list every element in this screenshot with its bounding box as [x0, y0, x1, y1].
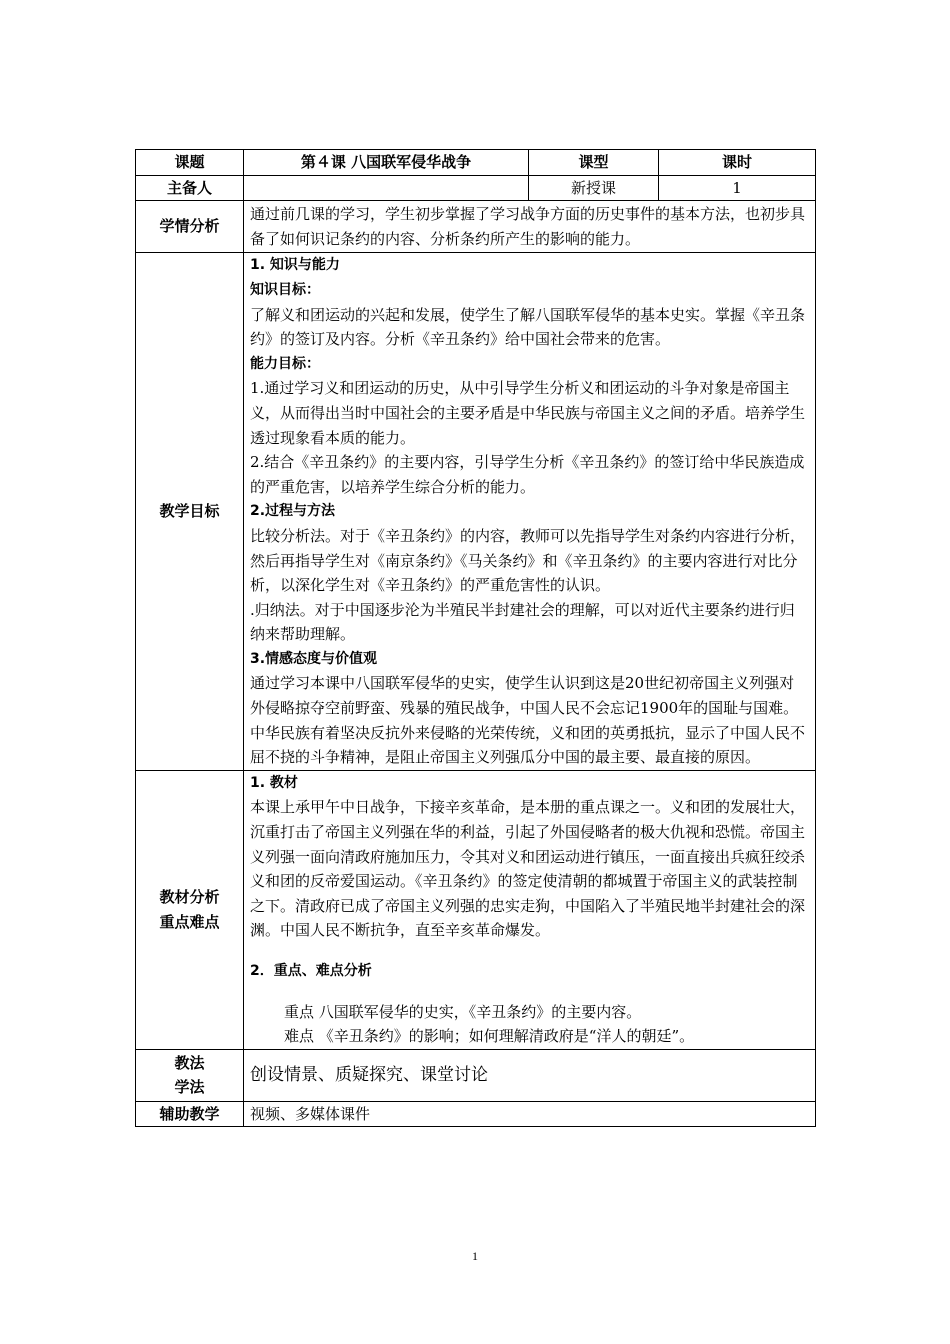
student-analysis-row: [136, 201, 816, 253]
student-analysis-text: 通过前几课的学习，学生初步掌握了学习战争方面的历史事件的基本方法，也初步具备了如何识记条约的内容、分析条约所产生的影响的能力。: [250, 205, 806, 248]
material-section-1-title: 1. 教材: [250, 774, 298, 791]
difficult-point: 难点 《辛丑条约》的影响；如何理解清政府是“洋人的朝廷”。: [284, 1027, 695, 1046]
knowledge-goals-title: 知识目标：: [250, 281, 320, 298]
knowledge-goals-text: 了解义和团运动的兴起和发展，使学生了解八国联军侵华的基本史实。掌握《辛丑条约》的签订及内容。分析《辛丑条约》给中国社会带来的危害。: [250, 305, 806, 349]
preparer-row: [136, 175, 816, 201]
value-goal-2: 中华民族有着坚决反抗外来侵略的光荣传统，义和团的英勇抵抗，显示了中国人民不屈不挠的斗争精神，是阻止帝国主义列强瓜分中国的最主要、最直接的原因。: [250, 723, 806, 767]
material-analysis-label: [136, 770, 244, 1049]
goals-section-3-title: 3.情感态度与价值观: [250, 650, 378, 667]
methods-label-line-1: 教法: [174, 1053, 205, 1072]
teaching-goals-row: [136, 253, 816, 770]
teaching-goals-label: 教学目标: [136, 253, 244, 770]
material-label-line-2: 重点难点: [159, 912, 220, 931]
aids-text: 视频、多媒体课件: [250, 1104, 371, 1123]
methods-row: [136, 1049, 816, 1101]
material-text: 本课上承甲午中日战争，下接辛亥革命，是本册的重点课之一。义和团的发展壮大，沉重打击了帝国主义列强在华的利益，引起了外国侵略者的极大仇视和恐慌。帝国主义列强一面向清政府施加压力，令其对义和团运动进行镇压，一面直接出兵疯狂绞杀义和团的反帝爱国运动。《辛丑条约》的签定使清朝的都城置于帝国主义的武装控制之下。清政府已成了帝国主义列强的忠实走狗，中国陷入了半殖民地半封建社会的深渊。中国人民不断抗争，直至辛亥革命爆发。: [250, 798, 806, 940]
ability-goal-1: 1.通过学习义和团运动的历史，从中引导学生分析义和团运动的斗争对象是帝国主义，从而得出当时中国社会的主要矛盾是中华民族与帝国主义之间的矛盾。培养学生透过现象看本质的能力。: [250, 379, 806, 447]
header-row: [136, 150, 816, 176]
lesson-type-value: 新授课: [529, 175, 659, 201]
type-label: 课型: [529, 150, 659, 176]
material-analysis-row: [136, 770, 816, 1049]
value-goal-1: 通过学习本课中八国联军侵华的史实，使学生认识到这是20世纪初帝国主义列强对外侵略掠夺空前野蛮、残暴的殖民战争，中国人民不会忘记1900年的国耻与国难。: [250, 674, 799, 718]
topic-value: 第４课 八国联军侵华战争: [244, 150, 529, 176]
ability-goals-title: 能力目标：: [250, 355, 320, 372]
preparer-name: [244, 175, 529, 201]
student-analysis-label: 学情分析: [136, 201, 244, 253]
topic-label: 课题: [136, 150, 244, 176]
lesson-plan-table: [135, 149, 816, 1127]
ability-goal-2: 2.结合《辛丑条约》的主要内容，引导学生分析《辛丑条约》的签订给中华民族造成的严重危害，以培养学生综合分析的能力。: [250, 453, 805, 496]
methods-label-line-2: 学法: [174, 1078, 205, 1097]
goals-section-1-title: 1. 知识与能力: [250, 257, 340, 274]
hours-label: 课时: [659, 150, 816, 176]
material-label-line-1: 教材分析: [159, 888, 220, 907]
aids-label: 辅助教学: [136, 1101, 244, 1127]
preparer-label: 主备人: [136, 175, 244, 201]
methods-text: 创设情景、质疑探究、课堂讨论: [250, 1065, 488, 1086]
key-point: 重点 八国联军侵华的史实，《辛丑条约》的主要内容。: [284, 1002, 642, 1021]
method-goal-2: .归纳法。对于中国逐步沦为半殖民半封建社会的理解，可以对近代主要条约进行归纳来帮助理解。: [250, 600, 795, 644]
aids-row: [136, 1101, 816, 1127]
goals-section-2-title: 2.过程与方法: [250, 503, 336, 520]
method-goal-1: 比较分析法。对于《辛丑条约》的内容，教师可以先指导学生对条约内容进行分析，然后再指导学生对《南京条约》《马关条约》和《辛丑条约》的主要内容进行对比分析，以深化学生对《辛丑条约》的严重危害性的认识。: [250, 526, 806, 595]
page-number: 1: [472, 1249, 478, 1263]
lesson-hours-value: 1: [659, 175, 816, 201]
methods-label: [136, 1049, 244, 1101]
material-section-2-title: 2．重点、难点分析: [250, 963, 372, 979]
